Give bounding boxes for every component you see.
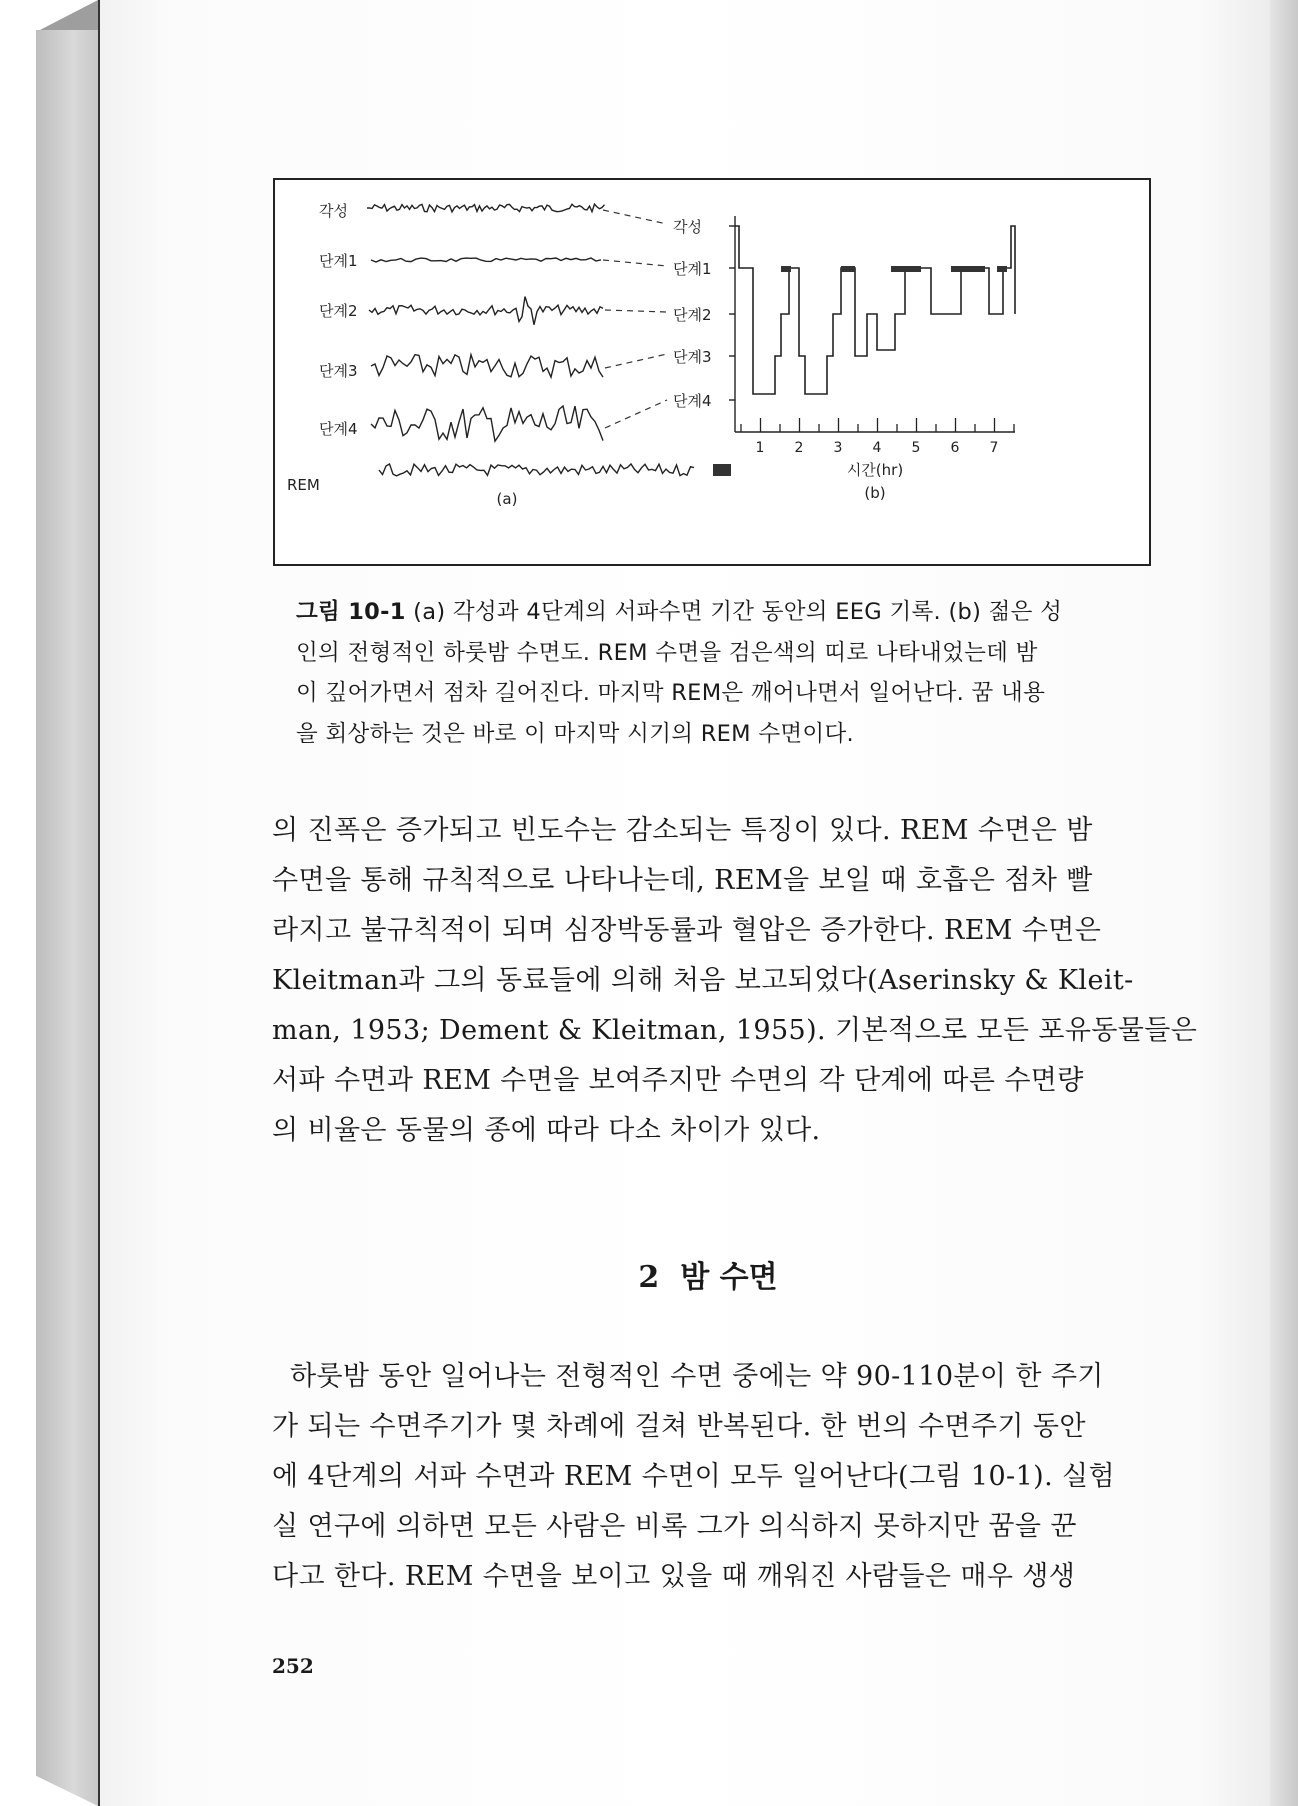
panel-b-label: (b) <box>864 484 886 502</box>
caption-line-4: 을 회상하는 것은 바로 이 마지막 시기의 REM 수면이다. <box>296 720 854 747</box>
stage-axis-stage2: 단계2 <box>673 306 712 324</box>
caption-line-3: 이 깊어가면서 점차 길어진다. 마지막 REM은 깨어나면서 일어난다. 꿈 내용 <box>296 680 1046 706</box>
caption-label: 그림 10-1 <box>296 599 406 625</box>
paragraph-1-line-2: 수면을 통해 규칙적으로 나타나는데, REM을 보일 때 호흡은 점차 빨 <box>272 865 1093 896</box>
page-number: 252 <box>272 1654 314 1678</box>
caption-line-1: (a) 각성과 4단계의 서파수면 기간 동안의 EEG 기록. (b) 젊은 성 <box>405 599 1063 625</box>
figure-svg <box>275 180 1149 564</box>
book-spine <box>36 30 98 1806</box>
x-tick-label: 3 <box>833 440 843 456</box>
figure-10-1 <box>273 178 1151 566</box>
book-cover-top <box>36 0 98 32</box>
paragraph-2-line-4: 실 연구에 의하면 모든 사람은 비록 그가 의식하지 못하지만 꿈을 꾼 <box>272 1511 1077 1542</box>
section-heading <box>272 1252 1144 1296</box>
eeg-label-stage1: 단계1 <box>319 252 358 270</box>
rem-band-2 <box>841 266 855 272</box>
x-tick-label: 6 <box>950 440 960 456</box>
figure-caption <box>296 592 1142 754</box>
section-title-text: 밤 수면 <box>680 1260 778 1295</box>
connector-awake <box>603 210 667 224</box>
paragraph-1-line-7: 의 비율은 동물의 종에 따라 다소 차이가 있다. <box>272 1115 821 1146</box>
paragraph-2-line-2: 가 되는 수면주기가 몇 차례에 걸쳐 반복된다. 한 번의 수면주기 동안 <box>272 1411 1086 1442</box>
paragraph-1-line-4: Kleitman과 그의 동료들에 의해 처음 보고되었다(Aserinsky & Kleit- <box>272 965 1134 996</box>
paragraph-1-line-6: 서파 수면과 REM 수면을 보여주지만 수면의 각 단계에 따른 수면량 <box>272 1065 1084 1096</box>
eeg-trace-awake <box>367 204 605 212</box>
rem-band-4 <box>951 266 985 272</box>
connector-stage1 <box>603 260 667 266</box>
connector-stage4 <box>605 400 667 428</box>
stage-axis-stage4: 단계4 <box>673 392 712 410</box>
eeg-trace-stage2 <box>369 297 603 325</box>
rem-band-3 <box>891 266 921 272</box>
rem-band-1 <box>781 266 791 272</box>
stage-axis-stage1: 단계1 <box>673 260 712 278</box>
connector-stage2 <box>605 310 667 312</box>
eeg-label-stage3: 단계3 <box>319 362 358 380</box>
stage-axis-awake: 각성 <box>673 218 702 236</box>
paragraph-2-line-1: 하룻밤 동안 일어나는 전형적인 수면 중에는 약 90-110분이 한 주기 <box>272 1361 1104 1392</box>
hypnogram-line <box>735 226 1015 394</box>
caption-line-2: 인의 전형적인 하룻밤 수면도. REM 수면을 검은색의 띠로 나타내었는데 밤 <box>296 639 1038 666</box>
x-axis-label: 시간(hr) <box>846 461 904 479</box>
x-tick-label: 7 <box>989 440 999 456</box>
eeg-label-awake: 각성 <box>319 202 348 220</box>
panel-a-label: (a) <box>496 490 518 508</box>
paragraph-1-line-1: 의 진폭은 증가되고 빈도수는 감소되는 특징이 있다. REM 수면은 밤 <box>272 815 1093 846</box>
eeg-trace-stage1 <box>371 258 601 262</box>
eeg-trace-rem <box>379 464 694 476</box>
eeg-label-stage2: 단계2 <box>319 302 358 320</box>
rem-marker <box>713 464 731 476</box>
paragraph-1 <box>272 806 1198 1156</box>
page-edge <box>1270 0 1298 1806</box>
paragraph-2 <box>272 1352 1144 1602</box>
section-number: 2 <box>638 1260 660 1295</box>
stage-axis-stage3: 단계3 <box>673 348 712 366</box>
paragraph-2-line-5: 다고 한다. REM 수면을 보이고 있을 때 깨워진 사람들은 매우 생생 <box>272 1561 1076 1592</box>
eeg-trace-stage3 <box>371 355 603 378</box>
eeg-trace-stage4 <box>371 406 603 441</box>
x-tick-label: 2 <box>794 440 804 456</box>
eeg-label-rem: REM <box>287 476 320 494</box>
eeg-label-stage4: 단계4 <box>319 420 358 438</box>
x-tick-label: 1 <box>755 440 765 456</box>
connector-stage3 <box>605 354 667 368</box>
x-tick-label: 5 <box>911 440 921 456</box>
paragraph-2-line-3: 에 4단계의 서파 수면과 REM 수면이 모두 일어난다(그림 10-1). 실험 <box>272 1461 1116 1492</box>
paragraph-1-line-5: man, 1953; Dement & Kleitman, 1955). 기본적으로 모든 포유동물들은 <box>272 1015 1198 1046</box>
x-tick-label: 4 <box>872 440 882 456</box>
rem-band-5 <box>997 266 1007 272</box>
paragraph-1-line-3: 라지고 불규칙적이 되며 심장박동률과 혈압은 증가한다. REM 수면은 <box>272 915 1102 946</box>
